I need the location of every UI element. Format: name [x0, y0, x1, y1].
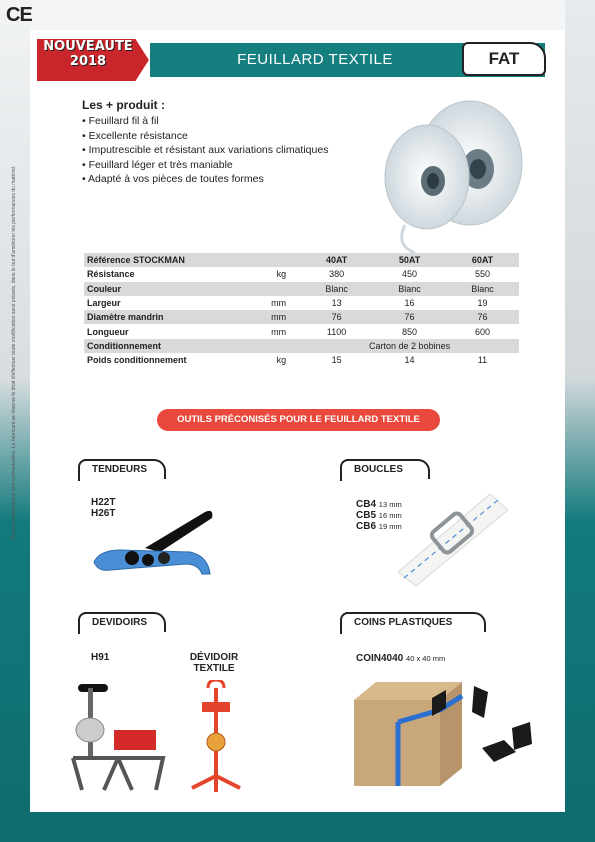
table-cell: 15	[331, 355, 342, 366]
table-row	[84, 339, 519, 353]
devidoir-ref-h91: H91	[91, 652, 110, 663]
new-badge-line1: NOUVEAUTE	[43, 39, 133, 54]
table-cell: 76	[446, 310, 519, 324]
side-note-text: Photos et dimensions non contractuelles. Le fabricant se réserve le droit d'effectuer toute modification sans préavis, dans le but d'améliorer les performances du matériel.	[11, 165, 17, 541]
product-code-badge: FAT	[462, 42, 546, 76]
coin-size: 40 x 40 mm	[406, 654, 446, 663]
benefit-item: • Excellente résistance	[82, 129, 328, 144]
table-row-label: Poids conditionnement	[87, 355, 187, 366]
background-top	[0, 0, 595, 30]
table-header-cell: Référence STOCKMAN	[84, 253, 246, 267]
tendeur-ref: H22T	[91, 497, 116, 508]
table-cell: Blanc	[373, 282, 446, 296]
table-cell: 550	[474, 269, 491, 280]
section-title-boucles: BOUCLES	[346, 459, 430, 479]
tendeur-ref: H26T	[91, 508, 116, 519]
table-cell-merged: Carton de 2 bobines	[300, 339, 519, 353]
table-header-row	[84, 253, 519, 267]
spec-table	[84, 253, 519, 367]
boucle-size: 13 mm	[378, 500, 402, 509]
benefit-item: • Feuillard léger et très maniable	[82, 158, 328, 173]
table-cell: 1100	[326, 326, 347, 337]
table-unit	[246, 339, 300, 353]
table-row-label: Diamètre mandrin	[84, 310, 246, 324]
table-row	[84, 296, 519, 310]
table-cell: 16	[404, 298, 415, 309]
product-benefits	[82, 98, 328, 187]
dispenser-textile-image	[186, 680, 246, 795]
table-unit: kg	[276, 355, 287, 366]
table-unit: mm	[271, 298, 287, 309]
table-row	[84, 324, 519, 338]
table-header-cell: 40AT	[300, 253, 373, 267]
table-row-label: Couleur	[84, 282, 246, 296]
table-cell	[246, 253, 300, 267]
side-note	[4, 110, 22, 610]
table-cell: Blanc	[300, 282, 373, 296]
new-badge-text	[36, 39, 140, 69]
buckle-image	[398, 486, 513, 586]
new-badge-line2: 2018	[69, 54, 107, 69]
table-unit: kg	[276, 269, 287, 280]
table-cell: 600	[474, 326, 491, 337]
table-cell: 76	[373, 310, 446, 324]
table-row-label: Conditionnement	[84, 339, 246, 353]
table-header-cell: 50AT	[373, 253, 446, 267]
table-row-label: Résistance	[87, 269, 135, 280]
table-unit: mm	[271, 326, 287, 337]
table-row-label: Longueur	[87, 326, 129, 337]
table-row	[84, 282, 519, 296]
table-cell: 76	[300, 310, 373, 324]
section-title-tendeurs: TENDEURS	[84, 459, 166, 479]
benefit-item: • Feuillard fil à fil	[82, 114, 328, 129]
tools-banner: OUTILS PRÉCONISÉS POUR LE FEUILLARD TEXTILE	[157, 409, 440, 431]
benefit-item: • Imputrescible et résistant aux variations climatiques	[82, 143, 328, 158]
boucles-list	[356, 499, 402, 532]
ce-mark: CE	[6, 4, 32, 26]
table-row	[84, 353, 519, 367]
boucle-ref: CB4	[356, 499, 377, 510]
product-sheet	[30, 30, 565, 812]
boucle-size: 16 mm	[378, 511, 402, 520]
coin-ref-code: COIN4040	[356, 653, 404, 664]
benefit-item: • Adapté à vos pièces de toutes formes	[82, 172, 328, 187]
coin-ref	[356, 653, 445, 664]
benefits-title: Les + produit :	[82, 98, 166, 112]
background-bottom	[0, 812, 595, 842]
dispenser-h91-image	[68, 678, 168, 794]
table-cell: 11	[477, 355, 488, 366]
table-cell: 380	[329, 269, 345, 280]
table-cell: 19	[477, 298, 488, 309]
table-cell: 450	[402, 269, 418, 280]
boucle-ref: CB6	[356, 521, 377, 532]
table-header-cell: 60AT	[446, 253, 519, 267]
section-title-coins: COINS PLASTIQUES	[346, 612, 486, 632]
boucle-size: 19 mm	[378, 522, 402, 531]
strapping-coil-image	[375, 95, 525, 255]
boucle-item	[356, 499, 402, 510]
table-row-label: Largeur	[87, 298, 121, 309]
table-unit: mm	[246, 310, 300, 324]
page-title: FEUILLARD TEXTILE	[237, 51, 393, 68]
table-unit	[246, 282, 300, 296]
corner-protectors-image	[354, 682, 544, 802]
table-row	[84, 310, 519, 324]
tensioner-tool-image	[90, 500, 220, 580]
table-cell: 14	[404, 355, 415, 366]
background-right	[565, 0, 595, 842]
table-cell: 850	[402, 326, 418, 337]
table-row	[84, 267, 519, 281]
table-cell: 13	[331, 298, 342, 309]
table-cell: Blanc	[446, 282, 519, 296]
boucle-ref: CB5	[356, 510, 377, 521]
boucle-item	[356, 510, 402, 521]
devidoir-ref-textile: DÉVIDOIR TEXTILE	[189, 652, 239, 674]
boucle-item	[356, 521, 402, 532]
section-title-devidoirs: DEVIDOIRS	[84, 612, 166, 632]
